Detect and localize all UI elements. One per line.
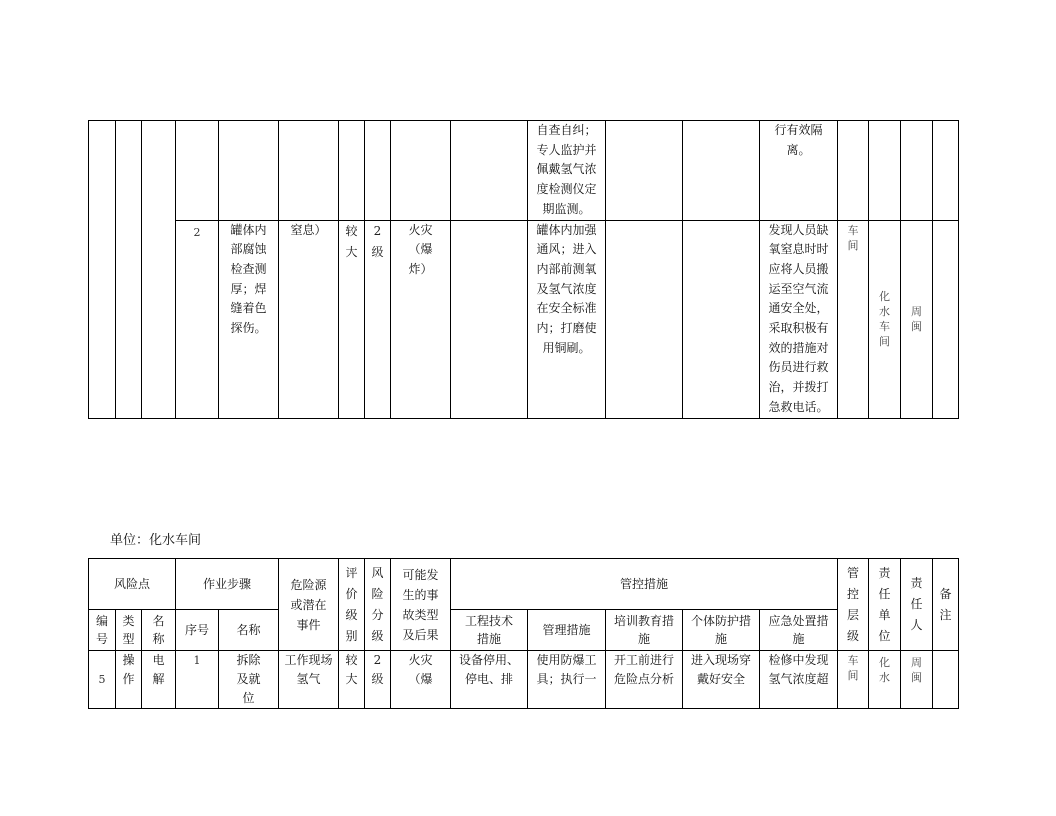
eval-level-text: 较大 — [345, 223, 358, 259]
ppe-text: 进入现场穿戴好安全 — [690, 653, 751, 686]
emergency-header-text: 应急处置措施 — [768, 614, 829, 646]
code-cell — [89, 121, 116, 419]
eval-level-text: 较大 — [345, 653, 358, 686]
eng-measures-text: 设备停用、停电、排 — [458, 653, 519, 686]
resp-person-text: 周闽 — [911, 656, 922, 684]
header-row — [89, 559, 959, 610]
accident-header — [391, 559, 451, 651]
step-name-text: 拆除及就位 — [236, 653, 261, 705]
resp-unit-header — [869, 559, 901, 651]
mgmt-measures-text: 自查自纠；专人监护并佩戴氢气浓度检测仪定期监测。 — [536, 123, 597, 216]
mgmt-measures-header-text: 管理措施 — [542, 623, 591, 637]
top-risk-table — [88, 120, 959, 419]
type-cell — [116, 651, 142, 709]
control-measures-header — [451, 559, 838, 610]
resp-person-header — [901, 559, 933, 651]
control-level-header-text: 管控层级 — [847, 565, 860, 643]
mgmt-measures-text: 使用防爆工具；执行一 — [536, 653, 597, 686]
subheader-row — [89, 610, 959, 651]
remark-header-text: 备注 — [939, 586, 952, 622]
step-name-header-text: 名称 — [236, 623, 261, 637]
work-step-header — [176, 559, 279, 610]
name-header-text: 名称 — [152, 614, 165, 646]
resp-person-cell — [901, 651, 933, 709]
remark-header — [933, 559, 959, 651]
seq-header — [176, 610, 219, 651]
table-row — [89, 651, 959, 709]
accident-text: 火灾（爆 — [408, 653, 433, 686]
remark-cell — [933, 220, 959, 418]
remark-cell — [933, 121, 959, 221]
code-header — [89, 610, 116, 651]
risk-grade-cell — [365, 651, 391, 709]
eng-measures-header — [451, 610, 528, 651]
step-name-header — [219, 610, 279, 651]
accident-cell — [391, 121, 451, 221]
hazard-header — [279, 559, 339, 651]
accident-cell — [391, 220, 451, 418]
seq-text: 2 — [193, 225, 201, 239]
control-level-cell — [838, 651, 869, 709]
control-level-header — [838, 559, 869, 651]
seq-cell — [176, 220, 219, 418]
emergency-header — [760, 610, 838, 651]
ppe-header — [683, 610, 760, 651]
hazard-text: 工作现场氢气 — [284, 653, 333, 686]
accident-text: 火灾（爆炸） — [408, 222, 433, 276]
type-header — [116, 610, 142, 651]
resp-person-cell — [901, 121, 933, 221]
seq-header-text: 序号 — [184, 623, 209, 637]
risk-point-header-text: 风险点 — [113, 577, 150, 591]
table-row — [89, 121, 959, 221]
eval-level-cell — [339, 651, 365, 709]
risk-grade-text: 2级 — [371, 223, 384, 259]
ppe-header-text: 个体防护措施 — [690, 614, 751, 646]
risk-point-header — [89, 559, 176, 610]
risk-grade-text: 2级 — [371, 653, 384, 686]
name-cell — [142, 651, 176, 709]
emergency-cell — [760, 220, 838, 418]
resp-person-header-text: 责任人 — [910, 576, 923, 632]
code-cell — [89, 651, 116, 709]
emergency-text: 检修中发现氢气浓度超 — [768, 653, 829, 686]
control-level-cell — [838, 220, 869, 418]
hazard-cell — [279, 651, 339, 709]
risk-grade-cell — [365, 220, 391, 418]
remark-cell — [933, 651, 959, 709]
control-level-text: 车间 — [847, 654, 859, 682]
risk-grade-header — [365, 559, 391, 651]
code-header-text: 编号 — [96, 614, 109, 646]
type-header-text: 类型 — [122, 614, 135, 646]
name-cell — [142, 121, 176, 419]
type-text: 操作 — [122, 653, 135, 686]
resp-unit-text: 化水 — [879, 656, 890, 684]
eval-level-header-text: 评价级别 — [345, 565, 358, 643]
emergency-text: 发现人员缺氧窒息时时应将人员搬运至空气流通安全处，采取积极有效的措施对伤员进行救治，并拨打急救电话。 — [768, 222, 829, 414]
name-header — [142, 610, 176, 651]
step-name-cell — [219, 651, 279, 709]
hazard-cell — [279, 121, 339, 221]
eval-level-header — [339, 559, 365, 651]
step-name-cell — [219, 121, 279, 221]
name-text: 电解 — [152, 653, 165, 686]
resp-unit-cell — [869, 220, 901, 418]
resp-unit-header-text: 责任单位 — [878, 565, 891, 643]
control-measures-header-text: 管控措施 — [619, 577, 668, 591]
hazard-cell — [279, 220, 339, 418]
table-row — [89, 220, 959, 418]
mgmt-measures-cell — [528, 220, 606, 418]
hazard-header-text: 危险源或潜在事件 — [290, 577, 327, 632]
resp-unit-text: 化水车间 — [879, 290, 890, 349]
resp-person-cell — [901, 220, 933, 418]
training-cell — [606, 651, 683, 709]
eng-measures-cell — [451, 220, 528, 418]
accident-cell — [391, 651, 451, 709]
mgmt-measures-text: 罐体内加强通风；进入内部前测氧及氢气浓度在安全标准内；打磨使用铜刷。 — [536, 222, 597, 355]
step-name-text: 罐体内部腐蚀检查测厚；焊缝着色探伤。 — [230, 222, 267, 336]
code-text: 5 — [98, 673, 106, 686]
type-cell — [116, 121, 142, 419]
ppe-cell — [683, 220, 760, 418]
ppe-cell — [683, 121, 760, 221]
work-step-header-text: 作业步骤 — [202, 577, 251, 591]
training-header — [606, 610, 683, 651]
accident-header-text: 可能发生的事故类型及后果 — [402, 567, 439, 642]
hazard-text: 窒息） — [290, 222, 327, 237]
seq-cell — [176, 121, 219, 221]
training-header-text: 培训教育措施 — [613, 614, 674, 646]
mgmt-measures-cell — [528, 121, 606, 221]
control-level-text: 车间 — [847, 223, 859, 252]
training-cell — [606, 220, 683, 418]
control-level-cell — [838, 121, 869, 221]
training-cell — [606, 121, 683, 221]
eng-measures-cell — [451, 651, 528, 709]
mgmt-measures-header — [528, 610, 606, 651]
training-text: 开工前进行危险点分析 — [613, 653, 674, 686]
risk-grade-cell — [365, 121, 391, 221]
emergency-text: 行有效隔离。 — [774, 123, 823, 157]
resp-unit-cell — [869, 651, 901, 709]
eval-level-cell — [339, 121, 365, 221]
ppe-cell — [683, 651, 760, 709]
step-name-cell — [219, 220, 279, 418]
seq-text: 1 — [193, 654, 201, 667]
resp-person-text: 周闽 — [911, 305, 922, 334]
eval-level-cell — [339, 220, 365, 418]
eng-measures-header-text: 工程技术措施 — [464, 614, 513, 646]
unit-label: 单位：化水车间 — [110, 533, 202, 548]
risk-grade-header-text: 风险分级 — [371, 565, 384, 643]
emergency-cell — [760, 651, 838, 709]
emergency-cell — [760, 121, 838, 221]
resp-unit-cell — [869, 121, 901, 221]
eng-measures-cell — [451, 121, 528, 221]
mgmt-measures-cell — [528, 651, 606, 709]
bottom-risk-table — [88, 558, 959, 709]
seq-cell — [176, 651, 219, 709]
